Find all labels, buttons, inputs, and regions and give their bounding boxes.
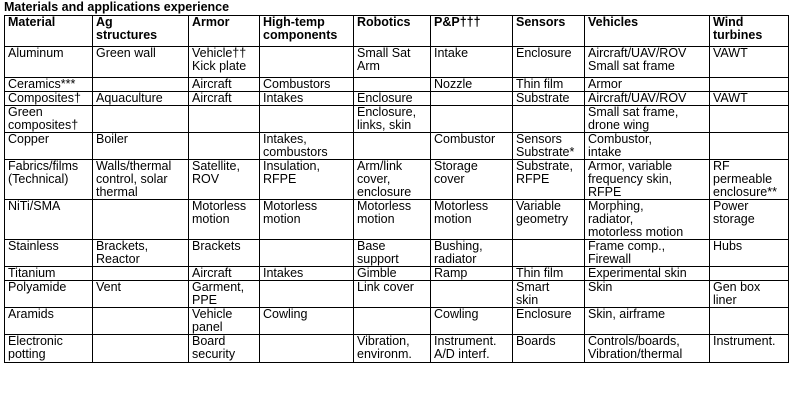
table-cell-line: Variable <box>516 199 561 213</box>
table-cell-line: frequency skin, <box>588 172 673 186</box>
table-cell-line: Vehicle <box>192 307 233 321</box>
table-cell <box>513 267 585 281</box>
material-cell-line: (Technical) <box>8 172 69 186</box>
table-cell-line: enclosure** <box>713 185 777 199</box>
table-cell <box>513 92 585 106</box>
table-cell <box>189 267 260 281</box>
table-cell-line: liner <box>713 293 737 307</box>
table-cell <box>710 160 789 200</box>
material-cell-line: Polyamide <box>8 280 67 294</box>
table-cell <box>354 47 431 78</box>
material-cell-line: Electronic <box>8 334 63 348</box>
table-cell <box>260 335 354 363</box>
table-cell <box>585 133 710 160</box>
table-cell-line: Vent <box>96 280 122 294</box>
column-header-line: Material <box>8 15 56 29</box>
table-cell-line: Base <box>357 239 386 253</box>
table-cell-line: Boards <box>516 334 556 348</box>
table-cell-line: Enclosure <box>516 46 572 60</box>
table-cell <box>189 335 260 363</box>
table-cell-line: Vibration/thermal <box>588 347 683 361</box>
material-cell <box>5 92 93 106</box>
table-cell-line: Ramp <box>434 266 468 280</box>
column-header <box>5 16 93 47</box>
table-cell <box>585 160 710 200</box>
table-cell <box>189 200 260 240</box>
column-header-line: P&P††† <box>434 15 481 29</box>
table-cell-line: VAWT <box>713 46 748 60</box>
table-cell-line: motion <box>434 212 472 226</box>
table-cell <box>189 240 260 267</box>
table-cell <box>431 133 513 160</box>
table-cell <box>431 106 513 133</box>
table-cell <box>93 106 189 133</box>
material-cell-line: Aramids <box>8 307 54 321</box>
table-cell-line: Motorless <box>263 199 318 213</box>
table-cell-line: permeable <box>713 172 773 186</box>
table-cell-line: Aircraft <box>192 77 232 91</box>
table-cell <box>513 281 585 308</box>
table-cell <box>354 78 431 92</box>
table-cell <box>260 240 354 267</box>
table-cell-line: RFPE <box>516 172 550 186</box>
material-cell <box>5 335 93 363</box>
table-cell-line: Substrate* <box>516 145 575 159</box>
table-cell <box>93 240 189 267</box>
table-cell <box>710 281 789 308</box>
material-cell <box>5 106 93 133</box>
table-cell-line: Controls/boards, <box>588 334 680 348</box>
table-cell-line: motion <box>357 212 395 226</box>
table-cell <box>354 106 431 133</box>
table-cell <box>431 281 513 308</box>
table-cell <box>431 308 513 335</box>
column-header <box>585 16 710 47</box>
table-cell <box>710 47 789 78</box>
table-cell-line: panel <box>192 320 223 334</box>
table-cell-line: Sensors <box>516 132 562 146</box>
table-cell-line: Kick plate <box>192 59 247 73</box>
table-cell <box>710 78 789 92</box>
table-cell-line: Board <box>192 334 226 348</box>
table-cell-line: Small sat frame <box>588 59 675 73</box>
table-cell-line: radiator <box>434 252 477 266</box>
table-cell-line: Intakes, <box>263 132 307 146</box>
table-cell <box>189 281 260 308</box>
table-cell-line: environm. <box>357 347 412 361</box>
table-cell <box>260 308 354 335</box>
table-row <box>5 92 789 106</box>
material-cell-line: composites† <box>8 118 79 132</box>
column-header <box>431 16 513 47</box>
table-cell <box>585 106 710 133</box>
table-cell-line: Nozzle <box>434 77 473 91</box>
table-cell-line: skin <box>516 293 539 307</box>
table-cell <box>189 106 260 133</box>
table-cell <box>354 240 431 267</box>
table-cell <box>585 78 710 92</box>
material-cell-line: Stainless <box>8 239 59 253</box>
material-cell <box>5 240 93 267</box>
table-cell <box>585 240 710 267</box>
table-cell-line: RFPE <box>588 185 622 199</box>
table-cell <box>354 281 431 308</box>
table-cell <box>585 92 710 106</box>
table-cell-line: Green wall <box>96 46 156 60</box>
material-cell-line: Ceramics*** <box>8 77 76 91</box>
table-cell <box>189 160 260 200</box>
material-cell-line: Fabrics/films <box>8 159 79 173</box>
table-cell-line: thermal <box>96 185 138 199</box>
table-cell-line: Skin, airframe <box>588 307 666 321</box>
table-cell <box>354 160 431 200</box>
table-cell <box>354 308 431 335</box>
table-cell <box>585 47 710 78</box>
table-cell-line: motion <box>263 212 301 226</box>
table-cell-line: Frame comp., <box>588 239 666 253</box>
table-cell <box>513 160 585 200</box>
table-cell-line: storage <box>713 212 755 226</box>
table-cell <box>260 78 354 92</box>
table-cell <box>585 200 710 240</box>
table-cell-line: geometry <box>516 212 569 226</box>
table-cell <box>513 47 585 78</box>
table-cell-line: support <box>357 252 399 266</box>
table-cell <box>513 240 585 267</box>
table-cell-line: Morphing, <box>588 199 644 213</box>
table-row <box>5 160 789 200</box>
material-cell <box>5 281 93 308</box>
table-cell <box>513 106 585 133</box>
table-row <box>5 133 789 160</box>
table-cell-line: Brackets, <box>96 239 149 253</box>
table-cell-line: motion <box>192 212 230 226</box>
table-cell <box>93 335 189 363</box>
table-cell <box>260 200 354 240</box>
table-cell <box>189 47 260 78</box>
table-cell-line: Small sat frame, <box>588 105 679 119</box>
table-cell-line: Power <box>713 199 749 213</box>
material-cell <box>5 133 93 160</box>
table-cell <box>189 133 260 160</box>
table-cell-line: Aircraft <box>192 266 232 280</box>
table-cell-line: Intake <box>434 46 469 60</box>
table-cell-line: Motorless <box>192 199 247 213</box>
table-cell-line: A/D interf. <box>434 347 490 361</box>
table-cell-line: Enclosure <box>516 307 572 321</box>
table-cell-line: Combustor <box>434 132 496 146</box>
column-header <box>189 16 260 47</box>
column-header <box>513 16 585 47</box>
table-cell-line: RF <box>713 159 730 173</box>
table-cell-line: Combustors <box>263 77 331 91</box>
table-cell-line: Cowling <box>263 307 308 321</box>
table-cell-line: Storage <box>434 159 478 173</box>
table-cell-line: Armor <box>588 77 623 91</box>
column-header-line: Ag <box>96 15 113 29</box>
table-cell <box>260 133 354 160</box>
column-header-line: structures <box>96 28 158 42</box>
table-cell <box>260 281 354 308</box>
table-cell <box>431 160 513 200</box>
table-cell-line: Aircraft <box>192 91 232 105</box>
table-cell <box>93 160 189 200</box>
table-cell <box>354 133 431 160</box>
column-header <box>710 16 789 47</box>
material-cell-line: Copper <box>8 132 49 146</box>
column-header-line: turbines <box>713 28 763 42</box>
table-cell <box>710 240 789 267</box>
table-cell <box>93 78 189 92</box>
table-cell-line: Experimental skin <box>588 266 687 280</box>
table-cell <box>710 308 789 335</box>
table-cell <box>431 267 513 281</box>
table-cell-line: intake <box>588 145 622 159</box>
table-cell <box>513 133 585 160</box>
table-cell <box>189 92 260 106</box>
table-cell-line: Vehicle†† <box>192 46 247 60</box>
table-cell-line: Hubs <box>713 239 743 253</box>
table-cell-line: Thin film <box>516 266 564 280</box>
table-cell <box>710 335 789 363</box>
material-cell-line: Green <box>8 105 43 119</box>
table-cell <box>260 160 354 200</box>
material-cell <box>5 78 93 92</box>
table-cell-line: Substrate <box>516 91 570 105</box>
table-cell <box>93 133 189 160</box>
table-cell <box>93 47 189 78</box>
table-cell <box>513 78 585 92</box>
table-row <box>5 106 789 133</box>
table-cell <box>585 281 710 308</box>
material-cell-line: Aluminum <box>8 46 64 60</box>
table-cell <box>354 200 431 240</box>
table-cell <box>431 78 513 92</box>
table-cell-line: control, solar <box>96 172 168 186</box>
table-cell <box>260 47 354 78</box>
column-header-line: Robotics <box>357 15 411 29</box>
table-cell <box>354 92 431 106</box>
column-header <box>354 16 431 47</box>
table-cell-line: Intakes <box>263 266 304 280</box>
table-row <box>5 47 789 78</box>
column-header-line: Wind <box>713 15 744 29</box>
table-cell <box>431 335 513 363</box>
column-header <box>260 16 354 47</box>
table-cell-line: Aircraft/UAV/ROV <box>588 91 687 105</box>
table-cell-line: Firewall <box>588 252 632 266</box>
table-cell-line: Skin <box>588 280 613 294</box>
table-cell <box>93 267 189 281</box>
material-cell <box>5 47 93 78</box>
material-cell <box>5 200 93 240</box>
table-cell-line: ROV <box>192 172 220 186</box>
table-cell <box>431 240 513 267</box>
table-cell <box>93 200 189 240</box>
table-cell-line: Substrate, <box>516 159 573 173</box>
table-cell-line: Arm <box>357 59 380 73</box>
table-cell <box>93 92 189 106</box>
table-cell-line: Motorless <box>434 199 489 213</box>
material-cell <box>5 308 93 335</box>
table-cell-line: Boiler <box>96 132 128 146</box>
table-cell-line: Small Sat <box>357 46 411 60</box>
table-cell-line: security <box>192 347 236 361</box>
material-cell <box>5 160 93 200</box>
table-cell <box>354 335 431 363</box>
table-cell-line: Smart <box>516 280 550 294</box>
material-cell-line: potting <box>8 347 46 361</box>
table-row <box>5 335 789 363</box>
column-header-line: High-temp <box>263 15 325 29</box>
table-cell-line: Thin film <box>516 77 564 91</box>
table-cell-line: Bushing, <box>434 239 483 253</box>
table-cell-line: Gimble <box>357 266 397 280</box>
table-cell-line: Vibration, <box>357 334 410 348</box>
table-row <box>5 281 789 308</box>
column-header <box>93 16 189 47</box>
table-cell <box>585 335 710 363</box>
table-cell-line: combustors <box>263 145 328 159</box>
table-title: Materials and applications experience <box>4 0 230 14</box>
table-cell <box>260 92 354 106</box>
material-cell-line: Titanium <box>8 266 56 280</box>
table-cell-line: Instrument. <box>434 334 497 348</box>
table-cell-line: Enclosure <box>357 91 413 105</box>
table-cell <box>710 92 789 106</box>
table-cell-line: Aquaculture <box>96 91 163 105</box>
table-cell <box>189 308 260 335</box>
table-cell-line: motorless motion <box>588 225 684 239</box>
table-row <box>5 240 789 267</box>
table-cell-line: Insulation, <box>263 159 320 173</box>
column-header-line: components <box>263 28 338 42</box>
table-cell <box>93 308 189 335</box>
table-cell <box>513 308 585 335</box>
table-cell-line: PPE <box>192 293 218 307</box>
table-cell-line: Gen box <box>713 280 761 294</box>
table-cell-line: Arm/link <box>357 159 403 173</box>
table-cell <box>710 106 789 133</box>
table-cell <box>354 267 431 281</box>
table-cell <box>710 133 789 160</box>
table-cell-line: RFPE <box>263 172 297 186</box>
materials-table <box>4 15 789 363</box>
table-cell-line: Walls/thermal <box>96 159 172 173</box>
table-cell-line: Enclosure, <box>357 105 417 119</box>
table-row <box>5 200 789 240</box>
table-row <box>5 267 789 281</box>
table-cell-line: Aircraft/UAV/ROV <box>588 46 687 60</box>
column-header-line: Sensors <box>516 15 566 29</box>
table-cell <box>710 267 789 281</box>
table-cell-line: links, skin <box>357 118 412 132</box>
table-cell-line: radiator, <box>588 212 634 226</box>
table-cell-line: drone wing <box>588 118 650 132</box>
table-cell <box>710 200 789 240</box>
table-cell <box>431 200 513 240</box>
table-cell-line: Intakes <box>263 91 304 105</box>
table-cell <box>93 281 189 308</box>
table-cell-line: Instrument. <box>713 334 776 348</box>
material-cell-line: NiTi/SMA <box>8 199 61 213</box>
column-header-line: Vehicles <box>588 15 639 29</box>
table-cell-line: Reactor <box>96 252 140 266</box>
table-cell-line: enclosure <box>357 185 412 199</box>
table-cell-line: Cowling <box>434 307 479 321</box>
table-cell <box>189 78 260 92</box>
table-cell-line: cover, <box>357 172 391 186</box>
table-cell <box>513 335 585 363</box>
table-cell <box>260 106 354 133</box>
table-cell <box>431 47 513 78</box>
table-cell-line: Combustor, <box>588 132 652 146</box>
table-cell-line: Motorless <box>357 199 412 213</box>
table-cell-line: Garment, <box>192 280 245 294</box>
table-row <box>5 308 789 335</box>
table-cell <box>585 308 710 335</box>
table-cell-line: Armor, variable <box>588 159 673 173</box>
table-cell-line: cover <box>434 172 465 186</box>
table-cell <box>585 267 710 281</box>
material-cell <box>5 267 93 281</box>
table-cell-line: VAWT <box>713 91 748 105</box>
header-row <box>5 16 789 47</box>
table-cell <box>513 200 585 240</box>
table-cell-line: Link cover <box>357 280 414 294</box>
table-body <box>5 47 789 363</box>
material-cell-line: Composites† <box>8 91 81 105</box>
table-cell-line: Brackets <box>192 239 241 253</box>
table-cell-line: Satellite, <box>192 159 240 173</box>
table-cell <box>260 267 354 281</box>
column-header-line: Armor <box>192 15 230 29</box>
table-row <box>5 78 789 92</box>
table-cell <box>431 92 513 106</box>
